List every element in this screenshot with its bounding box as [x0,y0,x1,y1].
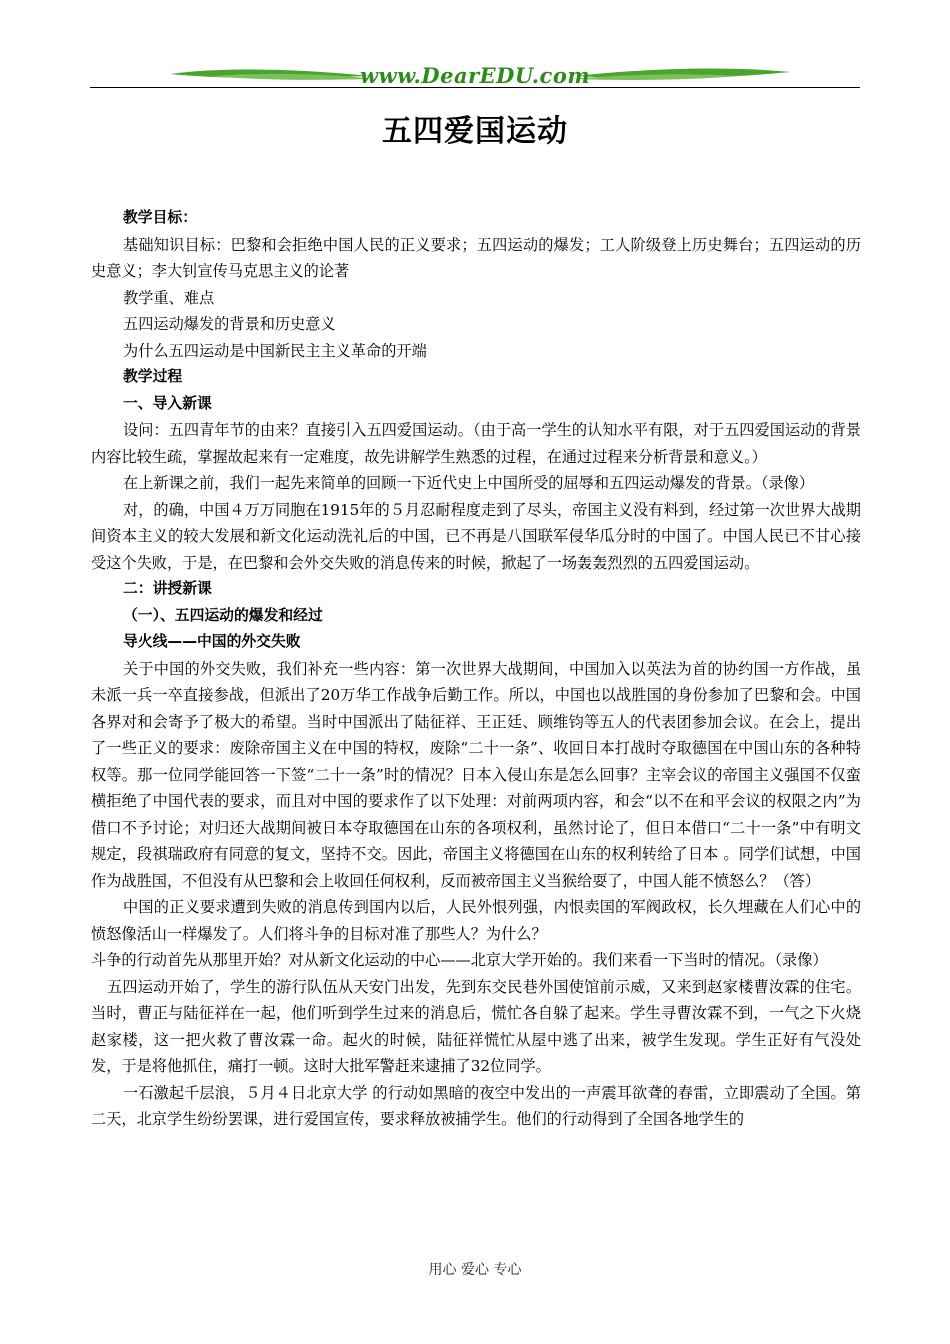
header-divider [90,87,860,88]
paragraph-anger: 中国的正义要求遭到失败的消息传到国内以后，人民外恨列强，内恨卖国的军阀政权，长久埋藏在人们心中的愤怒像活山一样爆发了。人们将斗争的目标对准了那些人？为什么？ [91,898,861,943]
heading-section-one: （一）、五四运动的爆发和经过 [123,606,323,624]
heading-introduction: 一、导入新课 [123,394,212,412]
page-footer: 用心 爱心 专心 [428,1262,522,1278]
paragraph-review: 在上新课之前，我们一起先来简单的回顾一下近代史上中国所受的屈辱和五四运动爆发的背景。（录像） [123,474,815,492]
heading-trigger: 导火线——中国的外交失败 [123,633,301,650]
paragraph-spread: 一石激起千层浪，５月４日北京大学 的行动如黑暗的夜空中发出的一声震耳欲聋的春雷，立即震动了全国。第二天，北京学生纷纷罢课，进行爱国宣传，要求释放被捕学生。他们的行动得到了全国各地学生的 [91,1083,861,1128]
document-body [91,205,861,1133]
paragraph-question: 设问：五四青年节的由来？直接引入五四爱国运动。（由于高一学生的认知水平有限，对于五四爱国运动的背景内容比较生疏，掌握故起来有一定难度，故先讲解学生熟悉的过程，在通过过程来分析背景和意义。） [91,421,861,466]
heading-new-lesson: 二：讲授新课 [123,580,212,597]
heading-teaching-process: 教学过程 [123,368,183,385]
paragraph-goals: 基础知识目标：巴黎和会拒绝中国人民的正义要求；五四运动的爆发；工人阶级登上历史舞台；五四运动的历史意义；李大钊宣传马克思主义的论著 [91,235,861,280]
paragraph-action-start: 斗争的行动首先从那里开始？对从新文化运动的中心——北京大学开始的。我们来看一下当时的情况。（录像） [91,951,828,969]
paragraph-movement-begins: 五四运动开始了，学生的游行队伍从天安门出发，先到东交民巷外国使馆前示威，又来到赵家楼曹汝霖的住宅。当时，曹正与陆征祥在一起，他们听到学生过来的消息后，慌忙各自躲了起来。学生寻曹汝霖不到，一气之下火烧赵家楼，这一把火救了曹汝霖一命。起火的时候，陆征祥慌忙从屋中逃了出来，被学生发现。学生正好有气没处发，于是将他抓住，痛打一顿。这时大批军警赶来逮捕了32位同学。 [91,977,861,1075]
site-url: www.DearEDU.com [359,63,591,88]
paragraph-key-point-1: 五四运动爆发的背景和历史意义 [123,315,336,333]
paragraph-key-point-2: 为什么五四运动是中国新民主主义革命的开端 [123,341,427,360]
paragraph-background: 对，的确，中国４万万同胞在1915年的５月忍耐程度走到了尽头，帝国主义没有料到，经过第一次世界大战期间资本主义的较大发展和新文化运动洗礼后的中国，已不再是八国联军侵华瓜分时的中国了。中国人民已不甘心接受这个失败，于是，在巴黎和会外交失败的消息传来的时候，掀起了一场轰轰烈烈的五四爱国运动。 [91,500,861,572]
paragraph-key-points-label: 教学重、难点 [123,288,215,307]
paragraph-diplomatic-failure: 关于中国的外交失败，我们补充一些内容：第一次世界大战期间，中国加入以英法为首的协约国一方作战，虽未派一兵一卒直接参战，但派出了20万华工作战争后勤工作。所以，中国也以战胜国的身份参加了巴黎和会。中国各界对和会寄予了极大的希望。当时中国派出了陆征祥、王正廷、顾维钧等五人的代表团参加会议。在会上，提出了一些正义的要求：废除帝国主义在中国的特权，废除“二十一条”、收回日本打战时夺取德国在中国山东的各种特权等。那一位同学能回答一下签“二十一条”时的情况？日本入侵山东是怎么回事？主宰会议的帝国主义强国不仅蛮横拒绝了中国代表的要求，而且对中国的要求作了以下处理：对前两项内容，和会“以不在和平会议的权限之内”为借口不予讨论；对归还大战期间被日本夺取德国在山东的各项权利，虽然讨论了，但日本借口“二十一条”中有明文规定，段祺瑞政府有同意的复文，坚持不交。因此，帝国主义将德国在山东的权利转给了日本 。同学们试想，中国作为战胜国，不但没有从巴黎和会上收回任何权利，反而被帝国主义当猴给耍了，中国人能不愤怒么？（答） [91,659,861,890]
page-title: 五四爱国运动 [382,114,568,149]
heading-teaching-goals: 教学目标： [123,209,197,226]
